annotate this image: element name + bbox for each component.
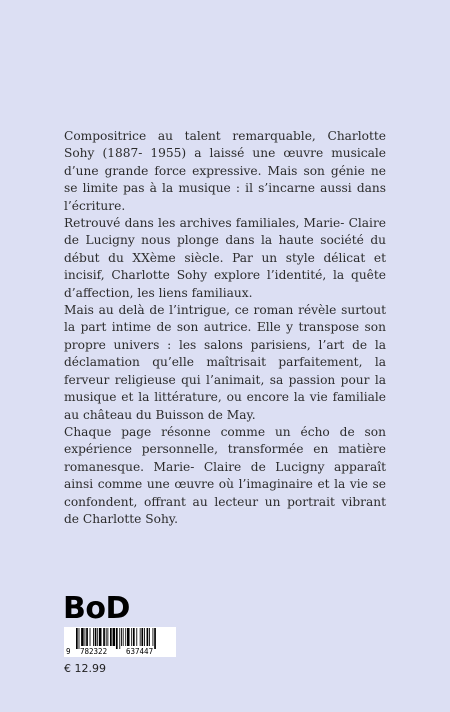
isbn-barcode <box>64 627 176 657</box>
barcode-bar <box>93 628 94 646</box>
barcode-bar <box>99 628 102 646</box>
barcode-bar <box>110 628 112 646</box>
barcode-bar <box>95 628 97 646</box>
barcode-bar <box>121 628 122 646</box>
barcode-bar <box>123 628 124 646</box>
barcode-lead-digit: 9 <box>66 647 71 656</box>
barcode-bar <box>90 628 91 646</box>
publisher-logo: BoD <box>63 591 130 626</box>
barcode-right-group: 637447 <box>126 647 154 656</box>
barcode-bar <box>116 628 118 649</box>
barcode-bar <box>140 628 141 646</box>
back-cover-blurb <box>64 128 386 528</box>
barcode-bar <box>79 628 80 649</box>
barcode-bar <box>141 628 143 646</box>
blurb-paragraph-2: Retrouvé dans les archives familiales, Marie- Claire de Lucigny nous plonge dans la haute société du début du XXème siècle. Par un style délicat et incisif, Charlotte Sohy explore l’identité, la quête d’affection, les liens familiaux. <box>64 216 386 300</box>
barcode-bar <box>125 628 126 646</box>
barcode-bar <box>131 628 132 646</box>
barcode-bar <box>119 628 120 649</box>
barcode-bar <box>85 628 86 646</box>
blurb-paragraph-1: Compositrice au talent remarquable, Charlotte Sohy (1887- 1955) a laissé une œuvre musicale d’une grande force expressive. Mais son génie ne se limite pas à la musique : il s’incarne aussi dans l’écriture. <box>64 129 386 213</box>
blurb-paragraph-4: Chaque page résonne comme un écho de son expérience personnelle, transformée en matière romanesque. Marie- Claire de Lucigny apparaît ainsi comme une œuvre où l’imaginaire et la vie se confondent, offrant au lecteur un portrait vibrant de Charlotte Sohy. <box>64 424 386 526</box>
barcode-bar <box>76 628 78 649</box>
barcode-bars <box>64 627 176 649</box>
barcode-bar <box>127 628 130 646</box>
barcode-bar <box>106 628 107 646</box>
barcode-bar <box>103 628 105 646</box>
blurb-paragraph-3: Mais au delà de l’intrigue, ce roman révèle surtout la part intime de son autrice. Elle y transpose son propre univers : les salons parisiens, l’art de la déclamation qu’elle maîtrisait parfaitement, la ferveur religieuse qui l’animait, sa passion pour la musique et la littérature, ou encore la vie familiale au château du Buisson de May. <box>64 303 386 422</box>
barcode-bar <box>86 628 88 646</box>
price-label: € 12.99 <box>64 662 106 675</box>
barcode-bar <box>136 628 137 646</box>
barcode-bar <box>81 628 84 646</box>
barcode-bar <box>149 628 150 646</box>
barcode-bar <box>133 628 135 646</box>
barcode-left-group: 782322 <box>80 647 108 656</box>
barcode-bar <box>97 628 98 646</box>
barcode-bar <box>144 628 145 646</box>
barcode-bar <box>113 628 116 646</box>
barcode-bar <box>153 628 154 646</box>
barcode-bar <box>107 628 108 646</box>
barcode-bar <box>154 628 156 649</box>
barcode-digits <box>64 647 176 657</box>
barcode-bar <box>147 628 149 646</box>
